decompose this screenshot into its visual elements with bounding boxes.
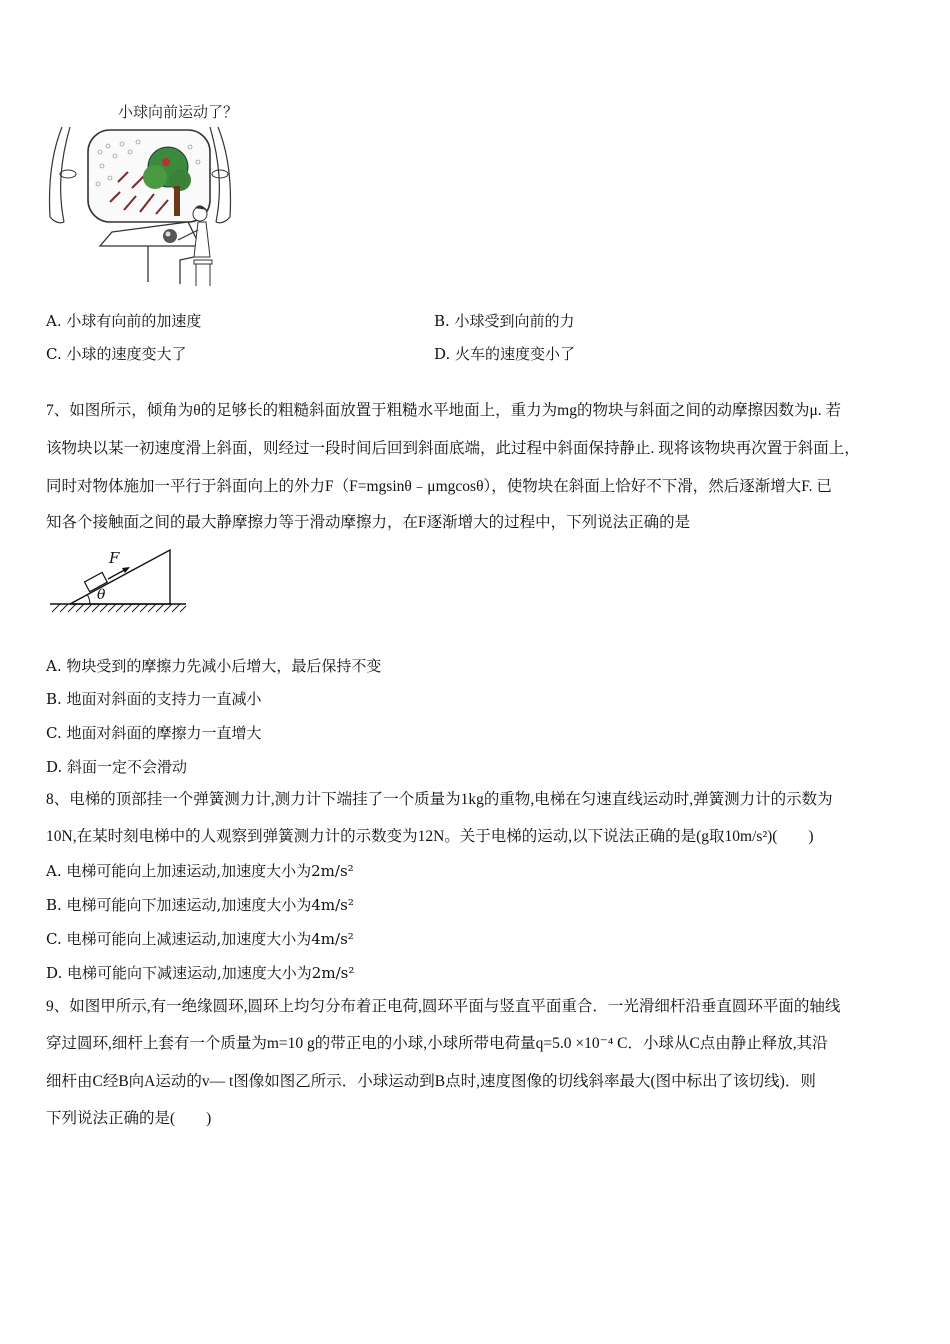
q8-option-b: B. 电梯可能向下加速运动,加速度大小为4m/s² [46, 896, 354, 914]
q9-stem-line-4: 下列说法正确的是( ) [46, 1110, 212, 1127]
train-window-illustration [40, 122, 250, 292]
figure-caption: 小球向前运动了？ [118, 103, 239, 121]
q7-stem-line-3: 同时对物体施加一平行于斜面向上的外力F（F=mgsinθ﹣μmgcosθ），使物块在斜面上恰好不下滑，然后逐渐增大F. 已 [46, 478, 832, 495]
q9-stem-line-3: 细杆由C经B向A运动的v— t图像如图乙所示．小球运动到B点时,速度图像的切线斜率最大(图中标出了该切线)．则 [46, 1073, 816, 1090]
q8-option-d: D. 电梯可能向下减速运动,加速度大小为2m/s² [46, 964, 355, 982]
q8-stem-line-2: 10N,在某时刻电梯中的人观察到弹簧测力计的示数变为12N。关于电梯的运动,以下说法正确的是(g取10m/s²)( ) [46, 828, 814, 845]
q6-option-d: D. 火车的速度变小了 [434, 345, 576, 363]
q7-stem-line-1: 7、如图所示，倾角为θ的足够长的粗糙斜面放置于粗糙水平地面上，重力为mg的物块与斜面之间的动摩擦因数为μ. 若 [46, 402, 842, 419]
q8-option-c: C. 电梯可能向上减速运动,加速度大小为4m/s² [46, 930, 354, 948]
q7-option-a: A. 物块受到的摩擦力先减小后增大，最后保持不变 [46, 657, 382, 675]
q6-option-c: C. 小球的速度变大了 [46, 345, 187, 363]
q7-option-c: C. 地面对斜面的摩擦力一直增大 [46, 724, 262, 742]
angle-label: θ [97, 587, 106, 603]
q6-option-a: A. 小球有向前的加速度 [46, 312, 202, 330]
q6-option-b: B. 小球受到向前的力 [434, 312, 575, 330]
q7-option-b: B. 地面对斜面的支持力一直减小 [46, 690, 262, 708]
q7-option-d: D. 斜面一定不会滑动 [46, 758, 188, 776]
q8-option-a: A. 电梯可能向上加速运动,加速度大小为2m/s² [46, 862, 354, 880]
q9-stem-line-1: 9、如图甲所示,有一绝缘圆环,圆环上均匀分布着正电荷,圆环平面与竖直平面重合．一光滑细杆沿垂直圆环平面的轴线 [46, 998, 841, 1015]
q9-stem-line-2: 穿过圆环,细杆上套有一个质量为m=10 g的带正电的小球,小球所带电荷量q=5.0 ×10⁻⁴ C．小球从C点由静止释放,其沿 [46, 1035, 828, 1052]
q8-stem-line-1: 8、电梯的顶部挂一个弹簧测力计,测力计下端挂了一个质量为1kg的重物,电梯在匀速直线运动时,弹簧测力计的示数为 [46, 791, 833, 808]
force-label: F [109, 549, 120, 567]
q7-stem-line-4: 知各个接触面之间的最大静摩擦力等于滑动摩擦力，在F逐渐增大的过程中，下列说法正确的是 [46, 514, 691, 531]
q7-stem-line-2: 该物块以某一初速度滑上斜面，则经过一段时间后回到斜面底端，此过程中斜面保持静止. 现将该物块再次置于斜面上， [46, 440, 860, 457]
